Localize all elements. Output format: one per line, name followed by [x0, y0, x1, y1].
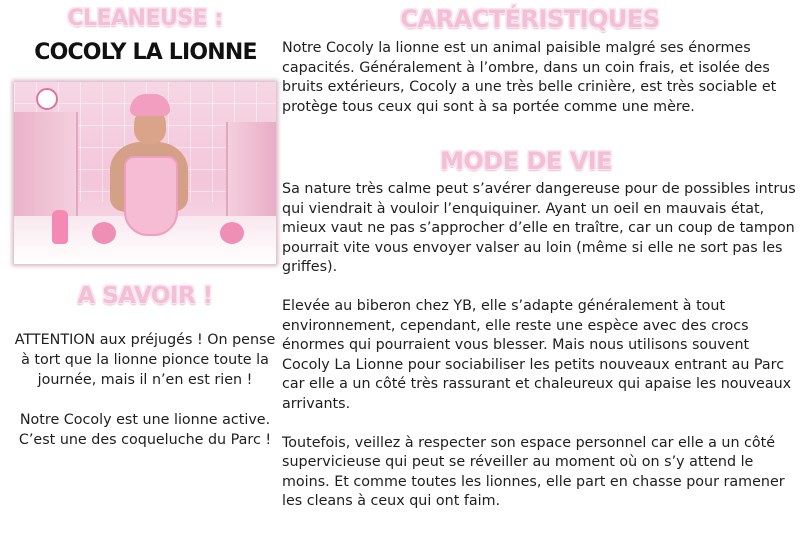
- character-name-title: COCOLY LA LIONNE: [34, 40, 257, 65]
- caracteristiques-text: Notre Cocoly la lionne est un animal paisible malgré ses énormes capacités. Généralement à l’ombre, dans un coin frais, et isolée des bruits extérieurs, Cocoly a une très belle crinière, est très sociable et protège tous ceux qui sont à sa portée comme une mère.: [282, 40, 777, 115]
- a-savoir-paragraph-1: ATTENTION aux préjugés ! On pense à tort que la lionne pionce toute la journée, mais il n’en est rien !: [14, 332, 276, 388]
- a-savoir-paragraph-2: Notre Cocoly est une lionne active. C’est une des coqueluche du Parc !: [18, 412, 272, 448]
- a-savoir-heading: A SAVOIR !: [77, 283, 213, 309]
- a-savoir-text: [14, 330, 276, 470]
- logo-badge-icon: [36, 88, 58, 110]
- mode-de-vie-paragraph-2: Elevée au biberon chez YB, elle s’adapte généralement à tout environnement, cependant, elle reste une espèce avec des crocs énormes qui pourraient vous blesser. Mais nous utilisons souvent Cocoly La Lionne pour sociabiliser les petits nouveaux entrant au Parc car elle a un côté très rassurant et chaleureux qui apaise les nouveaux arrivants.: [282, 298, 792, 412]
- cleaning-bottle-icon: [52, 210, 68, 244]
- mode-de-vie-paragraph-3: Toutefois, veillez à respecter son espace personnel car elle a un côté supervicieuse qui peut se réveiller au moment où on s’y attend le moins. Et comme toutes les lionnes, elle part en chasse pour ramener les cleans à ceux qui ont faim.: [282, 434, 785, 509]
- character-photo: [14, 82, 276, 264]
- mode-de-vie-text: [282, 180, 798, 531]
- mode-de-vie-paragraph-1: Sa nature très calme peut s’avérer dangereuse pour de possibles intrus qui viendrait à vouloir l’enquiquiner. Ayant un oeil en mauvais état, mieux vaut ne pas s’approcher d’elle en traître, car un coup de tampon pourrait vite vous envoyer valser au loin (même si elle ne sort pas les griffes).: [282, 181, 796, 275]
- mode-de-vie-heading: MODE DE VIE: [440, 147, 613, 175]
- cleaneuse-heading: CLEANEUSE :: [67, 6, 223, 31]
- caracteristiques-heading: CARACTÉRISTIQUES: [400, 5, 660, 33]
